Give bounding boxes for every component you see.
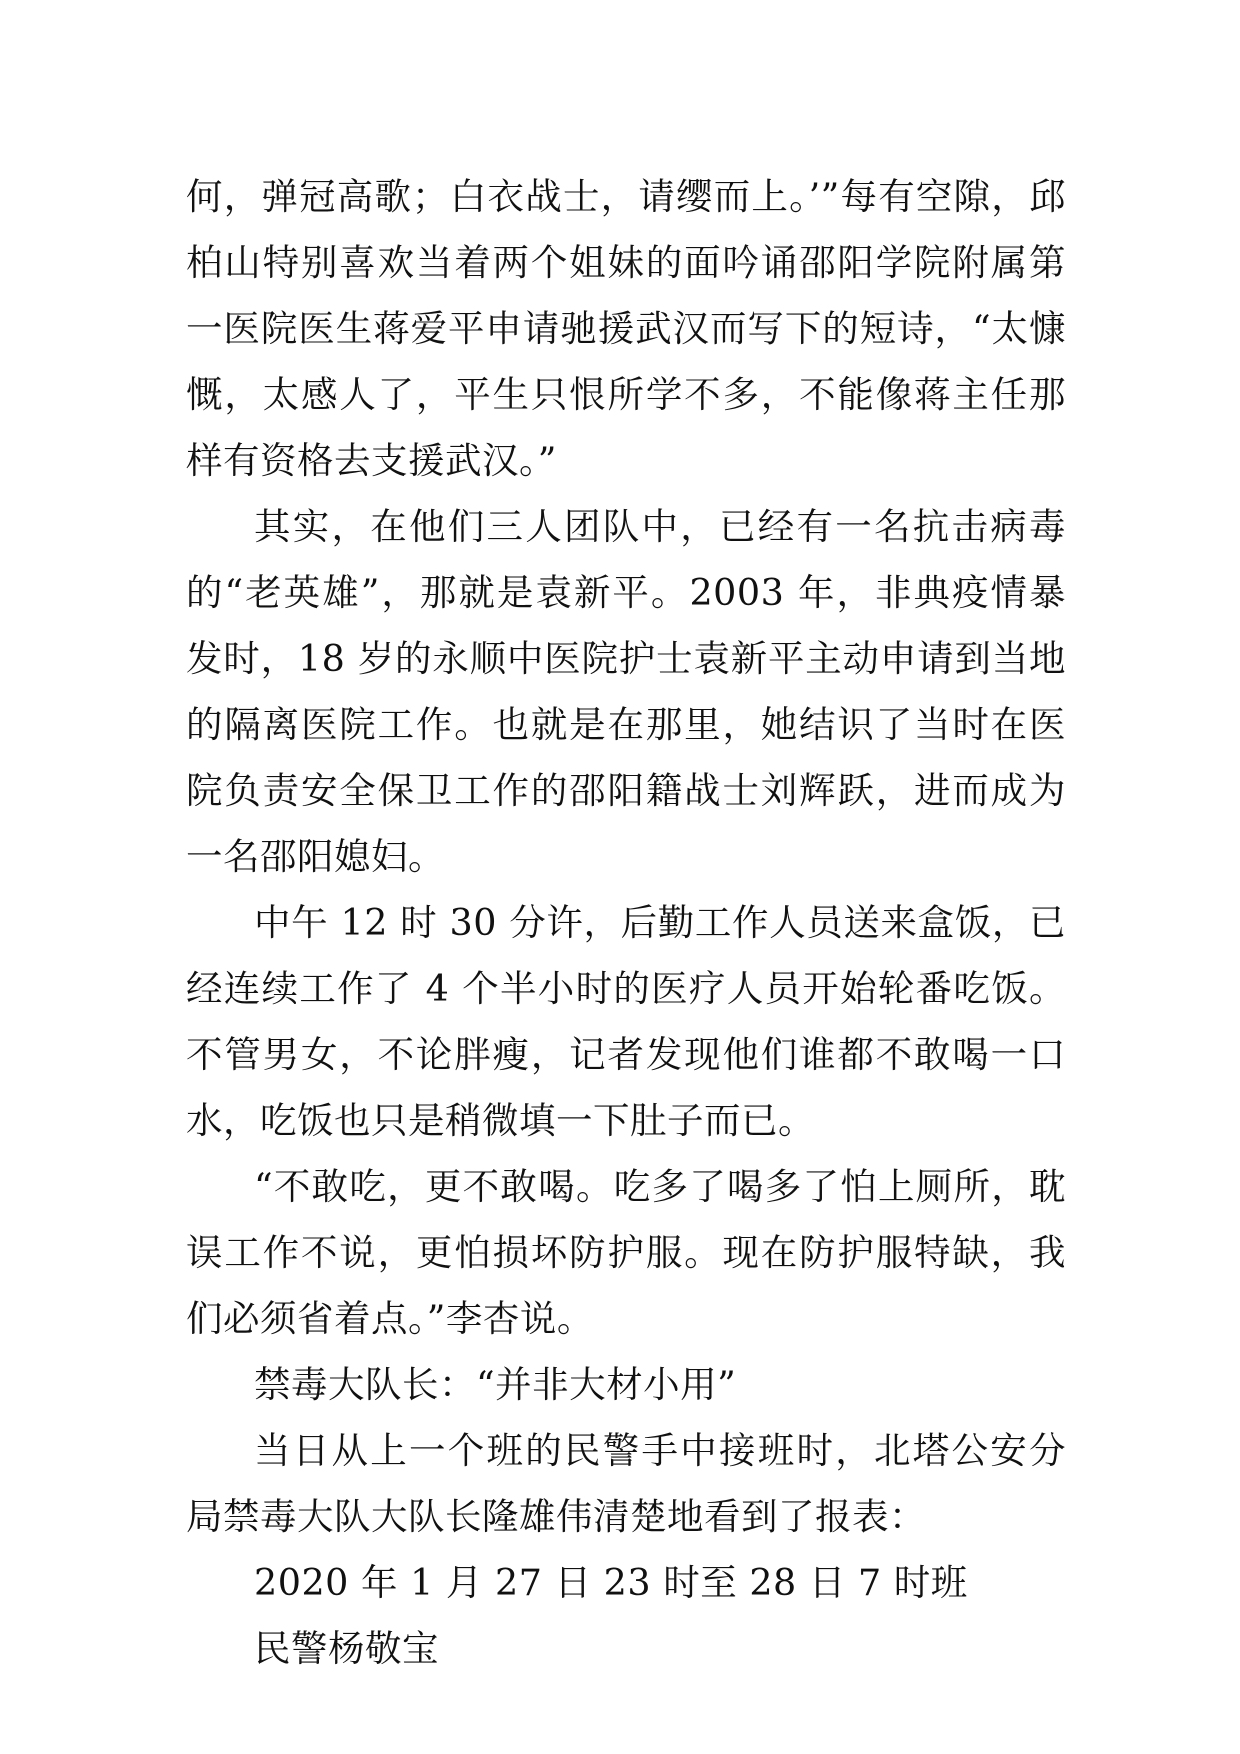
paragraph-1: 何，弹冠高歌；白衣战士，请缨而上。’”每有空隙，邱柏山特别喜欢当着两个姐妹的面吟诵邵阳学院附属第一医院医生蒋爱平申请驰援武汉而写下的短诗，“太慷慨，太感人了，平生只恨所学不多，不能像蒋主任那样有资格去支援武汉。” <box>186 175 1066 482</box>
paragraph-3: 中午 12 时 30 分许，后勤工作人员送来盒饭，已经连续工作了 4 个半小时的医疗人员开始轮番吃饭。不管男女，不论胖瘦，记者发现他们谁都不敢喝一口水，吃饭也只是稍微填一下肚子而已。 <box>186 901 1066 1142</box>
paragraph-6: 当日从上一个班的民警手中接班时，北塔公安分局禁毒大队大队长隆雄伟清楚地看到了报表： <box>186 1429 1066 1538</box>
report-officer-line: 民警杨敬宝 <box>254 1627 439 1670</box>
document-body <box>186 164 1066 1682</box>
section-heading: 禁毒大队长：“并非大材小用” <box>254 1363 737 1406</box>
paragraph-2: 其实，在他们三人团队中，已经有一名抗击病毒的“老英雄”，那就是袁新平。2003 年，非典疫情暴发时，18 岁的永顺中医院护士袁新平主动申请到当地的隔离医院工作。也就是在那里，她结识了当时在医院负责安全保卫工作的邵阳籍战士刘辉跃，进而成为一名邵阳媳妇。 <box>186 505 1066 878</box>
report-shift-line: 2020 年 1 月 27 日 23 时至 28 日 7 时班 <box>254 1561 968 1604</box>
paragraph-4: “不敢吃，更不敢喝。吃多了喝多了怕上厕所，耽误工作不说，更怕损坏防护服。现在防护服特缺，我们必须省着点。”李杏说。 <box>186 1165 1066 1340</box>
